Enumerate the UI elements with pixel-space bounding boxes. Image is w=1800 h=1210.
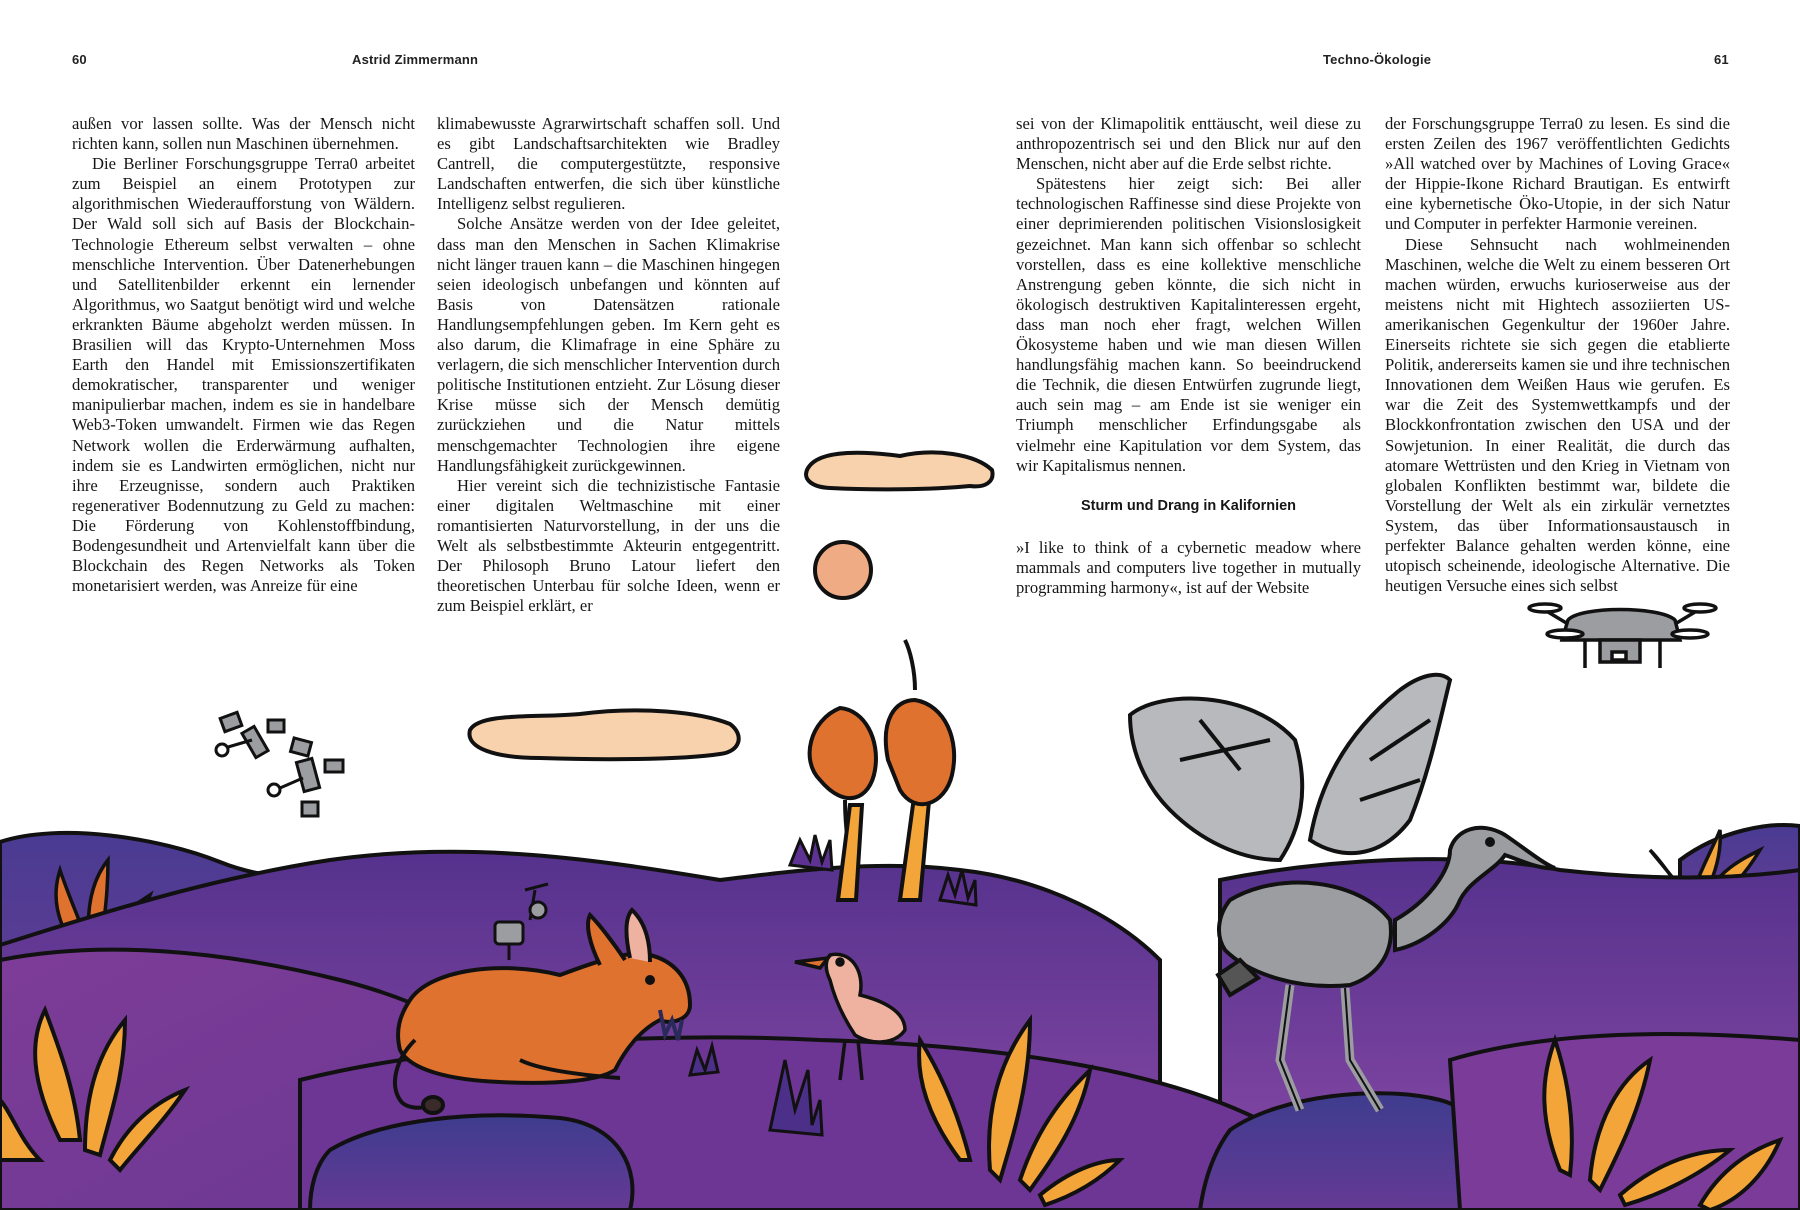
drone (1529, 604, 1716, 668)
text-column-2 (437, 114, 780, 616)
paragraph: Die Berliner Forschungsgruppe Terra0 arbeitet zum Beispiel an einem Prototypen zur algorithmischen Wiederaufforstung von Wäldern. Der Wald soll sich auf Basis der Blockchain-Technologie Ethereum selbst verwalten – ohne menschliche Intervention. Über Datenerhebungen und Satellitenbilder erkennt ein lernender Algorithmus, wo Saatgut benötigt wird und welche erkrankten Bäume abgeholzt werden müssen. In Brasilien will das Krypto-Unternehmen Moss Earth den Handel mit Emissionszertifikaten demokratischer, transparenter und weniger manipulierbar machen, indem es sie in handelbare Web3-Token umwandelt. Firmen wie das Regen Network wollen die Erderwärmung aufhalten, indem sie es Landwirten ermöglichen, nicht nur ihre Erzeugnisse, sondern auch Praktiken regenerativer Bodennutzung zu Geld zu machen: Die Förderung von Kohlenstoffbindung, Bodengesundheit und Artenvielfalt kann über die Blockchain des Regen Networks als Token monetarisiert werden, was Anreize für eine (72, 154, 415, 596)
page-number-left: 60 (72, 52, 87, 67)
text-column-4 (1385, 114, 1730, 596)
paragraph: »I like to think of a cybernetic meadow where mammals and computers live together in mutually programming harmony«, ist auf der Website (1016, 537, 1361, 597)
paragraph: Diese Sehnsucht nach wohlmeinenden Maschinen, welche die Welt zu einem besseren Ort machen würden, erwuchs kurioserweise aus der meistens nicht mit Hightech assoziierten US-amerikanischen Gegenkultur der 1960er Jahre. Einerseits richtete sie sich gegen die etablierte Politik, andererseits kamen sie und ihre technischen Innovationen dem Weißen Haus wie gerufen. Es war die Zeit des Systemwettkampfs und der Blockkonfrontation zwischen den USA und der Sowjetunion. In einer Realität, die durch das atomare Wettrüsten und den Krieg in Vietnam von globalen Konflikten bestimmt war, bildete die Vorstellung der Welt als ein zirkulär vernetztes System, das über Informationsaustausch in perfekter Balance gehalten werden könne, eine utopisch scheinende, ideologische Alternative. Die heutigen Versuche eines sich selbst (1385, 234, 1730, 596)
title-running-head: Techno-Ökologie (1323, 52, 1432, 67)
paragraph: außen vor lassen sollte. Was der Mensch nicht richten kann, sollen nun Maschinen übernehmen. (72, 114, 415, 154)
paragraph: klimabewusste Agrarwirtschaft schaffen soll. Und es gibt Landschaftsarchitekten wie Bradley Cantrell, die computergestützte, responsive Landschaften entwerfen, die sich über künstliche Intelligenz selbst regulieren. (437, 114, 780, 214)
paragraph: Spätestens hier zeigt sich: Bei aller technologischen Raffinesse sind diese Projekte von einer deprimierenden politischen Visionslosigkeit gezeichnet. Man kann sich offenbar so schlecht vorstellen, dass es eine kollektive menschliche Anstrengung geben könnte, die sich nicht in ökologisch destruktiven Kapitalinteressen ergeht, dass man noch eher fragt, welchen Willen Ökosysteme haben und wie man diesen Willen handlungsfähig machen kann. So beeindruckend die Technik, die diesen Entwürfen zugrunde liegt, auch sein mag – am Ende ist sie weniger ein Triumph menschlicher Erfindungsgabe als vielmehr eine Kapitulation vor dem System, das wir Kapitalismus nennen. (1016, 174, 1361, 475)
cloud-middle (469, 710, 738, 759)
sun (815, 542, 871, 598)
text-column-1 (72, 114, 415, 596)
author-running-head: Astrid Zimmermann (352, 52, 479, 67)
text-column-3 (1016, 114, 1361, 598)
paragraph: sei von der Klimapolitik enttäuscht, weil diese zu anthropozentrisch sei und den Blick nur auf den Menschen, nicht aber auf die Erde selbst richte. (1016, 114, 1361, 174)
cloud-top (806, 452, 992, 489)
page-number-right: 61 (1714, 52, 1729, 67)
satellites (216, 712, 343, 816)
paragraph: Hier vereint sich die technizistische Fantasie einer digitalen Weltmaschine mit einer romantisierten Naturvorstellung, in der uns die Welt als selbstbestimmte Akteurin entgegentritt. Der Philosoph Bruno Latour liefert den theoretischen Unterbau für solche Ideen, wenn er zum Beispiel erklärt, er (437, 475, 780, 616)
section-heading: Sturm und Drang in Kalifornien (1080, 497, 1297, 514)
paragraph: Solche Ansätze werden von der Idee geleitet, dass man den Menschen in Sachen Klimakrise nicht länger trauen kann – die Maschinen hingegen seien ideologisch unbefangen und könnten auf Basis von Datensätzen rationale Handlungsempfehlungen geben. Im Kern geht es also darum, die Klimafrage in eine Sphäre zu verlagern, die sich menschlicher Intervention durch politische Institutionen entzieht. Zur Lösung dieser Krise müsse sich der Mensch demütig zurückziehen und die Natur mittels menschgemachter Technologien ihre eigene Handlungsfähigkeit zurückgewinnen. (437, 214, 780, 475)
paragraph: der Forschungsgruppe Terra0 zu lesen. Es sind die ersten Zeilen des 1967 veröffentlichten Gedichts »All watched over by Machines of Loving Grace« der Hippie-Ikone Richard Brautigan. Es entwirft eine kybernetische Öko-Utopie, in der sich Natur und Computer in perfekter Harmonie vereinen. (1385, 114, 1730, 234)
